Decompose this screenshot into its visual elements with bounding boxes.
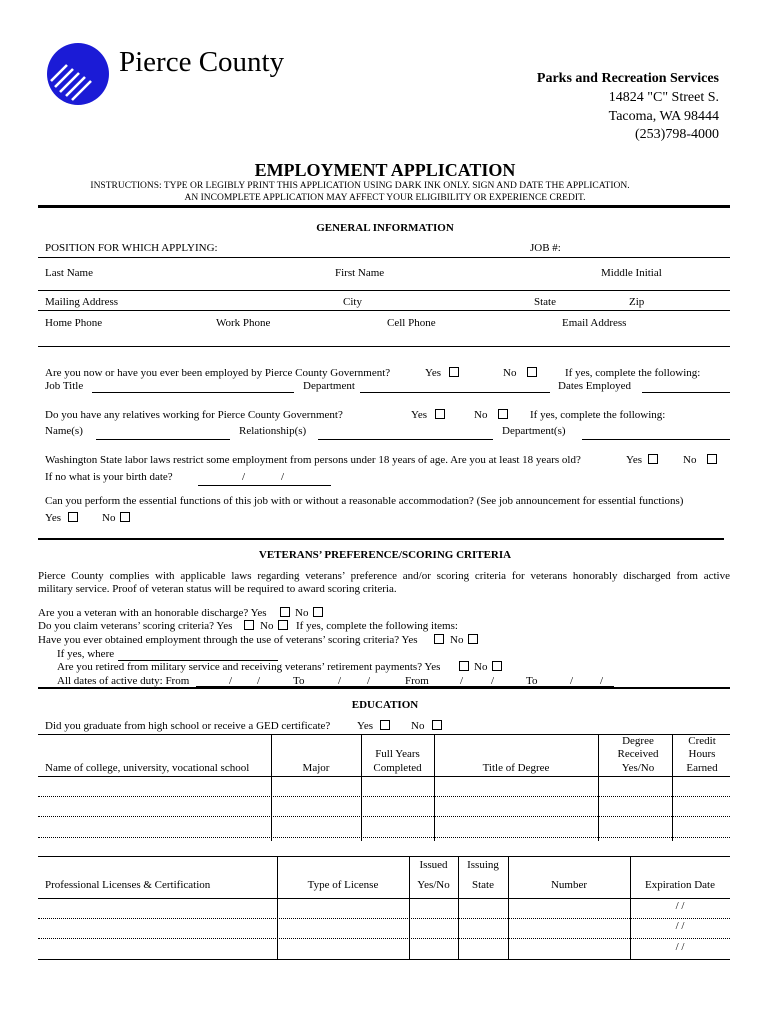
essential-yes-checkbox[interactable] — [68, 512, 78, 522]
last-name-label: Last Name — [45, 267, 93, 279]
edu-col-degree-title: Title of Degree — [482, 762, 550, 774]
veterans-paragraph-line-1: Pierce County complies with applicable laws regarding veterans’ preference and/or scoring criteria for veterans honorably discharged from active — [38, 570, 730, 582]
instructions-line-2: AN INCOMPLETE APPLICATION MAY AFFECT YOUR ELIGIBILITY OR EXPERIENCE CREDIT. — [184, 193, 586, 203]
retired-no-checkbox[interactable] — [492, 661, 502, 671]
instructions-line-1: INSTRUCTIONS: TYPE OR LEGIBLY PRINT THIS APPLICATION USING DARK INK ONLY. SIGN AND DATE THE APPLICATION. — [90, 181, 630, 191]
general-info-heading: GENERAL INFORMATION — [316, 222, 454, 234]
mailing-address-label: Mailing Address — [45, 296, 119, 308]
obtained-employment-question: Have you ever obtained employment through the use of veterans’ scoring criteria? Yes — [38, 634, 418, 646]
licenses-col-divider — [277, 856, 278, 960]
department-name: Parks and Recreation Services — [536, 71, 719, 86]
claim-scoring-question: Do you claim veterans’ scoring criteria? Yes — [38, 620, 233, 632]
active-duty-slash-8: / — [600, 675, 604, 687]
org-name: Pierce County — [119, 46, 285, 78]
position-label: POSITION FOR WHICH APPLYING: — [45, 242, 218, 254]
lic-col-issued-1: Issued — [419, 859, 448, 871]
edu-col-years-2: Completed — [373, 762, 422, 774]
active-duty-slash-5: / — [460, 675, 464, 687]
edu-col-credit-3: Earned — [686, 762, 718, 774]
state-label: State — [534, 296, 556, 308]
city-label: City — [343, 296, 362, 308]
lic-expiration-date-slots: / / — [675, 941, 685, 953]
field-line-address[interactable] — [38, 310, 730, 311]
birth-date-slash-2: / — [281, 471, 285, 483]
retired-yes-checkbox[interactable] — [459, 661, 469, 671]
active-duty-to-2: To — [526, 675, 538, 687]
claim-scoring-no-checkbox[interactable] — [278, 620, 288, 630]
job-title-field[interactable] — [92, 392, 294, 393]
phone-number: (253)798-4000 — [635, 127, 719, 142]
city-address: Tacoma, WA 98444 — [608, 109, 719, 124]
lic-col-number: Number — [550, 879, 588, 891]
ged-yes-label: Yes — [357, 720, 374, 732]
home-phone-label: Home Phone — [45, 317, 103, 329]
obtained-employment-yes-checkbox[interactable] — [434, 634, 444, 644]
lic-col-type: Type of License — [307, 879, 379, 891]
claim-scoring-no-label: No — [260, 620, 274, 632]
veterans-heading: VETERANS’ PREFERENCE/SCORING CRITERIA — [258, 549, 512, 561]
age-no-label: No — [683, 454, 697, 466]
essential-no-checkbox[interactable] — [120, 512, 130, 522]
employed-question: Are you now or have you ever been employed by Pierce County Government? — [45, 367, 391, 379]
job-number-label: JOB #: — [530, 242, 561, 254]
ged-yes-checkbox[interactable] — [380, 720, 390, 730]
employed-no-label: No — [503, 367, 517, 379]
page-title: EMPLOYMENT APPLICATION — [254, 160, 516, 180]
edu-col-credit-2: Hours — [688, 748, 716, 760]
edu-col-degree-received-2: Received — [617, 748, 659, 760]
relatives-no-checkbox[interactable] — [498, 409, 508, 419]
birth-date-label: If no what is your birth date? — [45, 471, 173, 483]
licenses-col-divider — [508, 856, 509, 960]
active-duty-slash-1: / — [229, 675, 233, 687]
names-field[interactable] — [96, 439, 230, 440]
licenses-header-bottom-border — [38, 898, 730, 899]
licenses-table-bottom-border — [38, 959, 730, 960]
pierce-county-logo-icon — [45, 41, 111, 107]
education-divider — [38, 687, 730, 689]
relatives-if-yes-label: If yes, complete the following: — [530, 409, 666, 421]
lic-col-expiration: Expiration Date — [645, 879, 715, 891]
relatives-question: Do you have any relatives working for Pierce County Government? — [45, 409, 343, 421]
if-yes-where-label: If yes, where — [57, 648, 115, 660]
edu-col-school: Name of college, university, vocational school — [45, 762, 250, 774]
employed-yes-label: Yes — [425, 367, 442, 379]
dates-employed-field[interactable] — [642, 392, 730, 393]
job-title-label: Job Title — [45, 380, 84, 392]
work-phone-label: Work Phone — [216, 317, 271, 329]
essential-no-label: No — [102, 512, 116, 524]
department-field[interactable] — [360, 392, 550, 393]
veteran-discharge-yes-checkbox[interactable] — [280, 607, 290, 617]
header-divider — [38, 205, 730, 208]
licenses-col-divider — [409, 856, 410, 960]
veteran-discharge-question: Are you a veteran with an honorable discharge? Yes — [38, 607, 267, 619]
veterans-paragraph-line-2: military service. Proof of veteran status will be required to award scoring criteria. — [38, 583, 397, 595]
field-line-name[interactable] — [38, 290, 730, 291]
veterans-divider — [38, 538, 724, 540]
cell-phone-label: Cell Phone — [387, 317, 436, 329]
edu-col-degree-received-3: Yes/No — [621, 762, 655, 774]
zip-label: Zip — [629, 296, 645, 308]
education-row-divider — [38, 796, 730, 797]
employed-if-yes-label: If yes, complete the following: — [565, 367, 701, 379]
active-duty-to-1: To — [293, 675, 305, 687]
department-label: Department — [303, 380, 355, 392]
names-label: Name(s) — [45, 425, 83, 437]
licenses-col-divider — [458, 856, 459, 960]
veteran-discharge-no-checkbox[interactable] — [313, 607, 323, 617]
birth-date-slash-1: / — [242, 471, 246, 483]
claim-scoring-if-yes-label: If yes, complete the following items: — [296, 620, 458, 632]
ged-no-checkbox[interactable] — [432, 720, 442, 730]
departments-label: Department(s) — [502, 425, 566, 437]
age-yes-checkbox[interactable] — [648, 454, 658, 464]
veteran-discharge-no-label: No — [295, 607, 309, 619]
lic-col-issued-2: Yes/No — [417, 879, 450, 891]
age-question: Washington State labor laws restrict some employment from persons under 18 years of age. Are you at least 18 years old? — [45, 454, 581, 466]
employed-no-checkbox[interactable] — [527, 367, 537, 377]
dates-employed-label: Dates Employed — [558, 380, 632, 392]
relationship-field[interactable] — [318, 439, 493, 440]
departments-field[interactable] — [582, 439, 730, 440]
edu-col-years-1: Full Years — [375, 748, 420, 760]
logo — [45, 41, 111, 107]
obtained-employment-no-label: No — [450, 634, 464, 646]
essential-yes-label: Yes — [45, 512, 62, 524]
lic-col-issuing-1: Issuing — [467, 859, 499, 871]
education-col-divider — [271, 734, 272, 841]
email-label: Email Address — [562, 317, 627, 329]
birth-date-field[interactable] — [198, 485, 331, 486]
active-duty-slash-6: / — [491, 675, 495, 687]
relatives-no-label: No — [474, 409, 488, 421]
education-row-divider — [38, 837, 730, 838]
age-yes-label: Yes — [626, 454, 643, 466]
essential-functions-question: Can you perform the essential functions of this job with or without a reasonable accommodation? (See job announcement for essential functions) — [45, 495, 684, 507]
active-duty-label: All dates of active duty: From — [57, 675, 190, 687]
edu-col-major: Major — [302, 762, 330, 774]
middle-initial-label: Middle Initial — [601, 267, 662, 279]
field-line-position[interactable] — [38, 257, 730, 258]
active-duty-slash-4: / — [367, 675, 371, 687]
licenses-table-top-border — [38, 856, 730, 857]
obtained-employment-no-checkbox[interactable] — [468, 634, 478, 644]
first-name-label: First Name — [335, 267, 385, 279]
education-row-divider — [38, 816, 730, 817]
ged-question: Did you graduate from high school or receive a GED certificate? — [45, 720, 331, 732]
education-col-divider — [434, 734, 435, 841]
relatives-yes-label: Yes — [411, 409, 428, 421]
relatives-yes-checkbox[interactable] — [435, 409, 445, 419]
active-duty-from-2: From — [405, 675, 429, 687]
employed-yes-checkbox[interactable] — [449, 367, 459, 377]
active-duty-slash-3: / — [338, 675, 342, 687]
age-no-checkbox[interactable] — [707, 454, 717, 464]
lic-col-issuing-2: State — [472, 879, 494, 891]
ged-no-label: No — [411, 720, 425, 732]
licenses-row-divider — [38, 938, 730, 939]
street-address: 14824 "C" Street S. — [608, 90, 719, 105]
licenses-table — [38, 856, 730, 960]
field-line-phone[interactable] — [38, 346, 730, 347]
edu-col-degree-received-1: Degree — [622, 735, 654, 747]
edu-col-credit-1: Credit — [688, 735, 716, 747]
active-duty-slash-2: / — [257, 675, 261, 687]
licenses-row-divider — [38, 918, 730, 919]
lic-col-name: Professional Licenses & Certification — [45, 879, 211, 891]
retired-no-label: No — [474, 661, 488, 673]
active-duty-slash-7: / — [570, 675, 574, 687]
relationship-label: Relationship(s) — [239, 425, 307, 437]
lic-expiration-date-slots: / / — [675, 900, 685, 912]
retired-question: Are you retired from military service and receiving veterans’ retirement payments? Yes — [57, 661, 441, 673]
education-heading: EDUCATION — [351, 699, 419, 711]
claim-scoring-yes-checkbox[interactable] — [244, 620, 254, 630]
education-header-bottom-border — [38, 776, 730, 777]
lic-expiration-date-slots: / / — [675, 920, 685, 932]
